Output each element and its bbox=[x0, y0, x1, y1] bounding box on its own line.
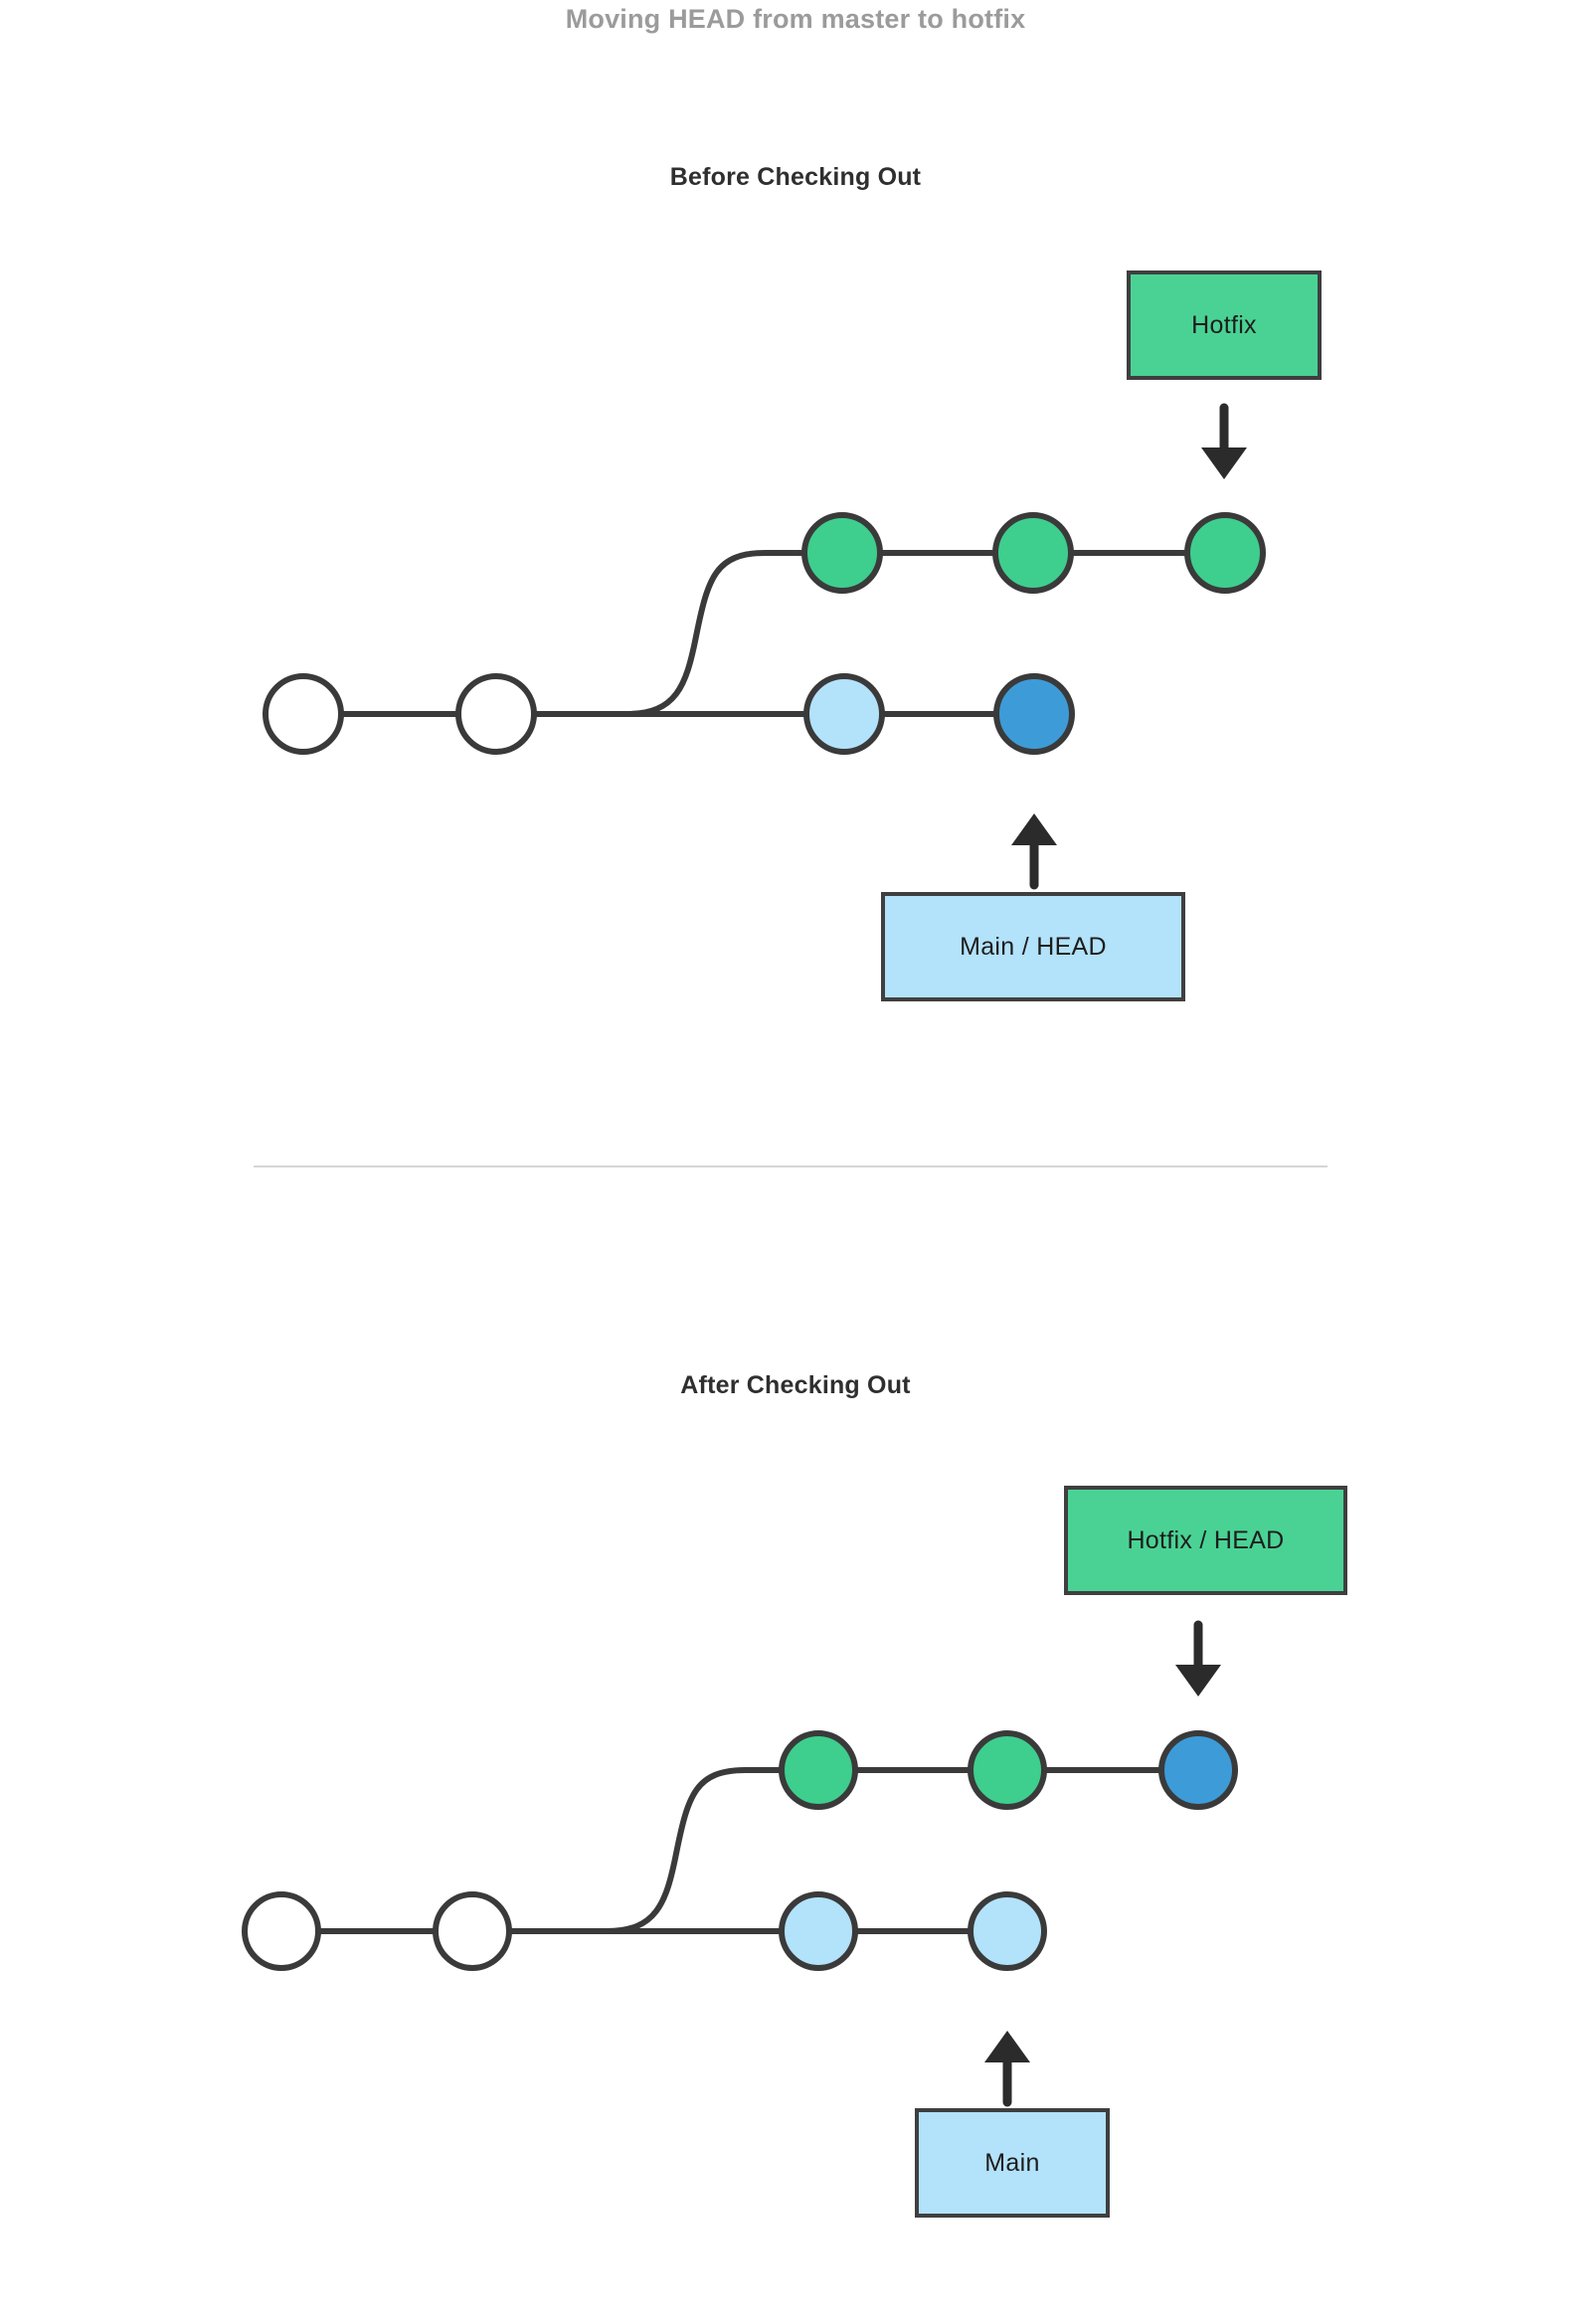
commit-node-main-3[interactable] bbox=[782, 1894, 855, 1968]
commit-node-hotfix-1[interactable] bbox=[782, 1733, 855, 1807]
commit-node-main-3[interactable] bbox=[806, 676, 882, 752]
commit-node-main-1[interactable] bbox=[245, 1894, 318, 1968]
commit-node-main-1[interactable] bbox=[265, 676, 341, 752]
panel-after bbox=[0, 1165, 1591, 2324]
commit-node-main-4[interactable] bbox=[971, 1894, 1044, 1968]
arrow-up-icon bbox=[1011, 813, 1057, 885]
commit-node-main-4-head[interactable] bbox=[996, 676, 1072, 752]
arrow-down-icon bbox=[1175, 1625, 1221, 1697]
branch-label-main[interactable]: Main bbox=[915, 2108, 1110, 2218]
commit-node-main-2[interactable] bbox=[458, 676, 534, 752]
arrow-up-icon bbox=[984, 2031, 1030, 2102]
branch-curve bbox=[607, 1770, 746, 1931]
panel-title-before: Before Checking Out bbox=[669, 163, 922, 191]
panel-title-after: After Checking Out bbox=[680, 1371, 911, 1399]
commit-node-hotfix-1[interactable] bbox=[804, 515, 880, 591]
branch-label-hotfix-head[interactable]: Hotfix / HEAD bbox=[1064, 1486, 1347, 1595]
commit-node-hotfix-3-head[interactable] bbox=[1161, 1733, 1235, 1807]
commit-node-main-2[interactable] bbox=[436, 1894, 509, 1968]
commit-graph-before bbox=[0, 0, 1591, 1154]
branch-label-hotfix[interactable]: Hotfix bbox=[1127, 270, 1322, 380]
branch-curve bbox=[626, 553, 766, 714]
commit-node-hotfix-3[interactable] bbox=[1187, 515, 1263, 591]
commit-node-hotfix-2[interactable] bbox=[971, 1733, 1044, 1807]
commit-graph-after bbox=[0, 1165, 1591, 2324]
page-title: Moving HEAD from master to hotfix bbox=[565, 4, 1026, 34]
arrow-down-icon bbox=[1201, 408, 1247, 479]
commit-node-hotfix-2[interactable] bbox=[995, 515, 1071, 591]
branch-label-main-head[interactable]: Main / HEAD bbox=[881, 892, 1185, 1001]
panel-before bbox=[0, 0, 1591, 1154]
